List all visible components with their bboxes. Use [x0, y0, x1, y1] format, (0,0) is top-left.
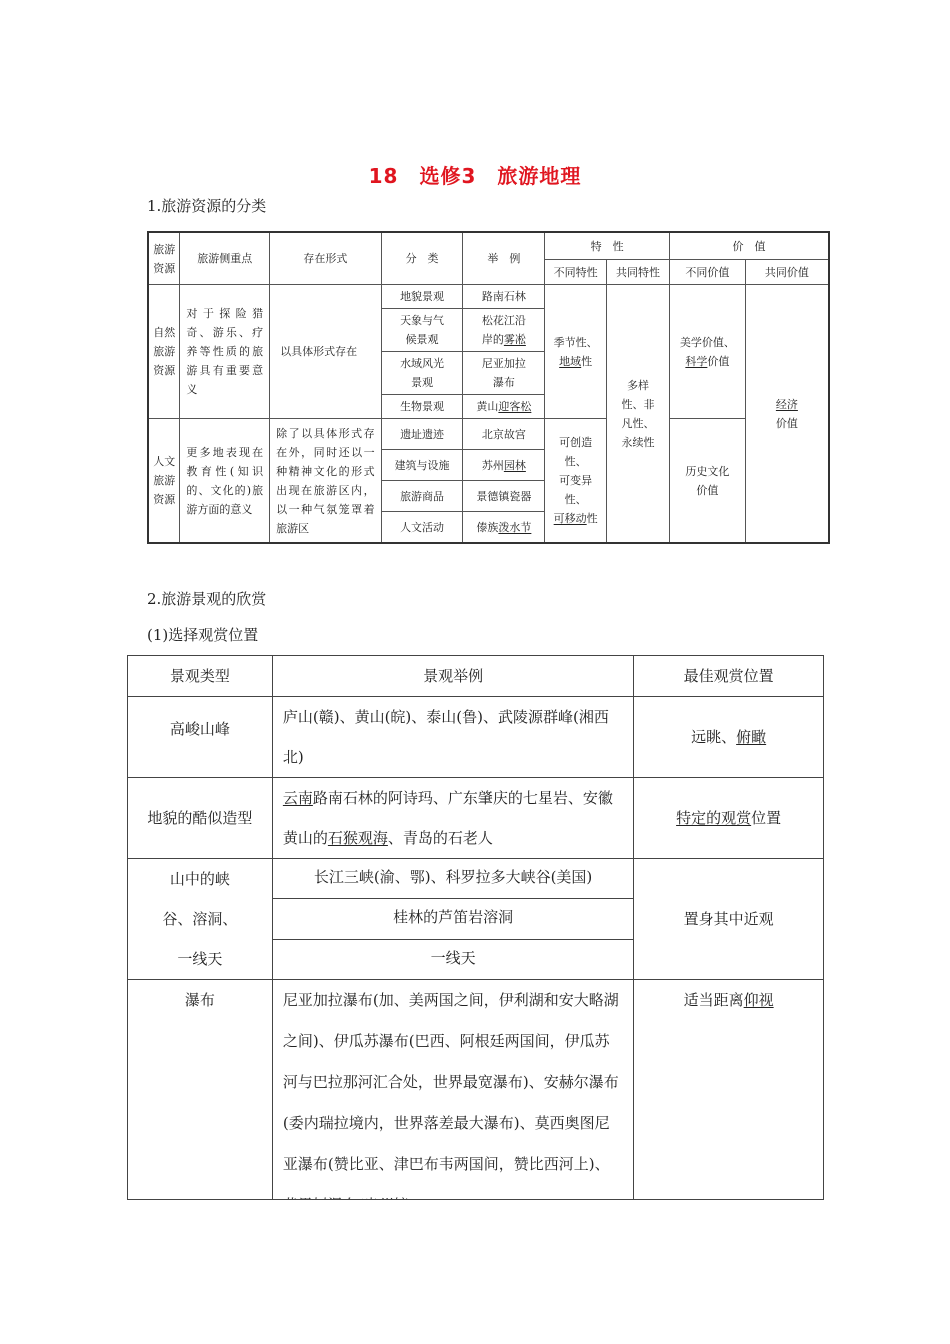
header-trait-common: 共同特性	[607, 260, 670, 285]
natural-resource-type: 自然旅游资源	[148, 285, 180, 419]
landscape-example-waterfall: 尼亚加拉瀑布(加、美两国之间，伊利湖和安大略湖之间)、伊瓜苏瀑布(巴西、阿根廷两国间，伊瓜苏河与巴拉那河汇合处，世界最宽瀑布)、安赫尔瀑布(委内瑞拉境内，世界落差最大瀑布)、莫西奥图尼亚瀑布(赞比亚、津巴布韦两国间，赞比西河上)、	[272, 980, 633, 1227]
table-cell: 生物景观	[381, 395, 463, 419]
human-focus: 更多地表现在教育性(知识的、文化的)旅游方面的意义	[180, 419, 270, 544]
natural-form: 以具体形式存在	[270, 285, 382, 419]
common-value: 经济 价值	[745, 285, 829, 544]
table-cell: 地貌景观	[381, 285, 463, 309]
header-focus: 旅游侧重点	[180, 232, 270, 285]
table-cell: 黄山迎客松	[463, 395, 545, 419]
table-cell: 北京故宫	[463, 419, 545, 450]
table-bottom-border	[127, 1199, 824, 1200]
landscape-type-mountain: 高峻山峰	[128, 697, 273, 778]
header-example: 举 例	[463, 232, 545, 285]
header-form: 存在形式	[270, 232, 382, 285]
table-cell: 旅游商品	[381, 481, 463, 512]
human-trait-diff: 可创造性、 可变异性、 可移动性	[545, 419, 607, 544]
table-cell: 天象与气候景观	[381, 309, 463, 352]
human-value-diff: 历史文化价值	[669, 419, 745, 544]
landscape-example-canyon-2: 桂林的芦笛岩溶洞	[272, 899, 633, 939]
landscape-example-canyon-3: 一线天	[272, 939, 633, 979]
table-cell: 苏州园林	[463, 450, 545, 481]
section-heading-classification: 1.旅游资源的分类	[147, 197, 267, 215]
table-cell: 人文活动	[381, 512, 463, 544]
natural-value-diff: 美学价值、 科学价值	[669, 285, 745, 419]
natural-trait-diff: 季节性、 地域性	[545, 285, 607, 419]
table-cell: 水域风光景观	[381, 352, 463, 395]
header-landscape-example: 景观举例	[272, 656, 633, 697]
table-cell: 松花江沿岸的雾凇	[463, 309, 545, 352]
header-resource-type: 旅游资源	[148, 232, 180, 285]
table-cell: 建筑与设施	[381, 450, 463, 481]
tourism-resource-classification-table	[147, 231, 830, 544]
table-cell: 路南石林	[463, 285, 545, 309]
section-heading-appreciation: 2.旅游景观的欣赏	[147, 590, 267, 608]
table-cell: 傣族泼水节	[463, 512, 545, 544]
landscape-example-canyon-1: 长江三峡(渝、鄂)、科罗拉多大峡谷(美国)	[272, 859, 633, 899]
best-position-shape: 特定的观赏位置	[634, 778, 824, 859]
header-best-position: 最佳观赏位置	[634, 656, 824, 697]
best-position-mountain: 远眺、俯瞰	[634, 697, 824, 778]
landscape-type-shape: 地貌的酷似造型	[128, 778, 273, 859]
header-value-common: 共同价值	[745, 260, 829, 285]
common-trait: 多样性、非凡性、永续性	[607, 285, 670, 544]
table-cell: 遗址遗迹	[381, 419, 463, 450]
page-bottom-margin	[0, 1200, 950, 1344]
natural-focus: 对于探险猎奇、游乐、疗养等性质的旅游具有重要意义	[180, 285, 270, 419]
landscape-type-canyon: 山中的峡谷、溶洞、一线天	[128, 859, 273, 980]
header-trait: 特 性	[545, 232, 670, 260]
header-landscape-type: 景观类型	[128, 656, 273, 697]
header-category: 分 类	[381, 232, 463, 285]
landscape-type-waterfall: 瀑布	[128, 980, 273, 1227]
header-value: 价 值	[669, 232, 829, 260]
page-title: 18 选修3 旅游地理	[368, 164, 582, 188]
table-cell: 尼亚加拉瀑布	[463, 352, 545, 395]
table-cell: 景德镇瓷器	[463, 481, 545, 512]
landscape-example-shape: 云南路南石林的阿诗玛、广东肇庆的七星岩、安徽黄山的石猴观海、青岛的石老人	[272, 778, 633, 859]
landscape-example-mountain: 庐山(赣)、黄山(皖)、泰山(鲁)、武陵源群峰(湘西北)	[272, 697, 633, 778]
human-resource-type: 人文旅游资源	[148, 419, 180, 544]
header-value-diff: 不同价值	[669, 260, 745, 285]
best-position-canyon: 置身其中近观	[634, 859, 824, 980]
human-form: 除了以具体形式存在外，同时还以一种精神文化的形式出现在旅游区内，以一种气氛笼罩着旅游区	[270, 419, 382, 544]
section-heading-viewing-position: (1)选择观赏位置	[147, 626, 259, 644]
best-position-waterfall: 适当距离仰视	[634, 980, 824, 1227]
viewing-position-table	[127, 655, 824, 1227]
header-trait-diff: 不同特性	[545, 260, 607, 285]
